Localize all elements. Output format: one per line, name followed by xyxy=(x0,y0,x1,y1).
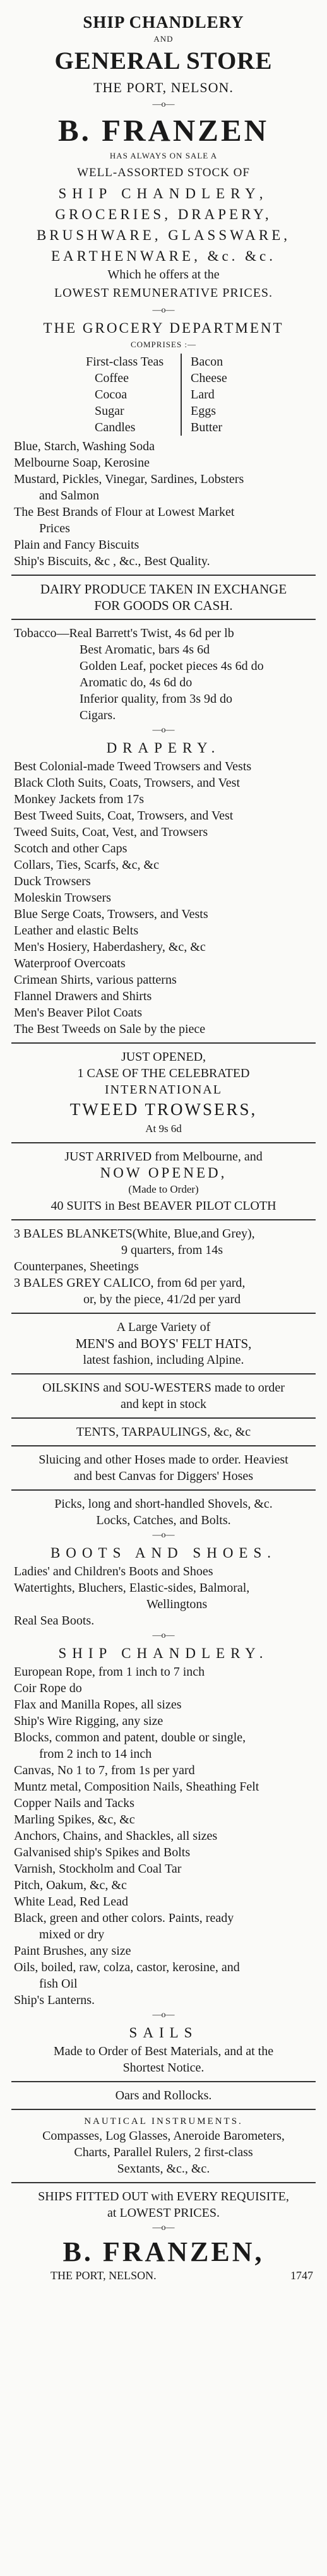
list-item: Inferior quality, from 3s 9d do xyxy=(80,692,232,706)
list-item: Wellingtons xyxy=(146,1597,208,1611)
footer-address: THE PORT, NELSON. xyxy=(51,2269,157,2282)
divider: —o— xyxy=(152,1631,175,1640)
grocery-col-2 xyxy=(181,354,266,436)
hats-line-3: latest fashion, including Alpine. xyxy=(83,1353,244,1367)
tobacco-list xyxy=(0,625,327,724)
list-item: Mustard, Pickles, Vinegar, Sardines, Lobsters xyxy=(14,472,244,486)
sails-title: SAILS xyxy=(129,2025,198,2041)
list-item: Collars, Ties, Scarfs, &c, &c xyxy=(14,858,159,872)
made-to-order: (Made to Order) xyxy=(128,1183,199,1195)
list-item: Best Aromatic, bars 4s 6d xyxy=(80,643,210,657)
rule xyxy=(11,1489,316,1491)
grocery-item: Candles xyxy=(95,420,136,434)
rule xyxy=(11,1142,316,1143)
oars-text: Oars and Rollocks. xyxy=(115,2089,212,2102)
nautical-title: NAUTICAL INSTRUMENTS. xyxy=(84,2116,243,2126)
list-item: Ladies' and Children's Boots and Shoes xyxy=(14,1565,213,1578)
grocery-title: THE GROCERY DEPARTMENT xyxy=(43,320,284,336)
list-item: Best Tweed Suits, Coat, Trowsers, and Vest xyxy=(14,809,234,823)
divider: —o— xyxy=(152,725,175,735)
list-item: Anchors, Chains, and Shackles, all sizes xyxy=(14,1829,218,1843)
list-item: Varnish, Stockholm and Coal Tar xyxy=(14,1862,182,1876)
hats-line-1: A Large Variety of xyxy=(116,1320,211,1334)
divider: —o— xyxy=(152,306,175,315)
list-item: Prices xyxy=(39,522,70,535)
fitted-line-1: SHIPS FITTED OUT with EVERY REQUISITE, xyxy=(38,2190,289,2203)
list-item: Oils, boiled, raw, colza, castor, kerosine, and xyxy=(14,1960,240,1974)
dairy-line-1: DAIRY PRODUCE TAKEN IN EXCHANGE xyxy=(40,581,287,597)
list-item: Flax and Manilla Ropes, all sizes xyxy=(14,1698,182,1712)
boots-list xyxy=(0,1563,327,1629)
picks-line-2: Locks, Catches, and Bolts. xyxy=(96,1513,231,1527)
list-item: Blue, Starch, Washing Soda xyxy=(14,439,155,453)
list-item: Paint Brushes, any size xyxy=(14,1944,131,1958)
list-item: Crimean Shirts, various patterns xyxy=(14,973,177,987)
has-always-text: HAS ALWAYS ON SALE A xyxy=(109,151,218,160)
international-text: INTERNATIONAL xyxy=(105,1083,222,1097)
divider: —o— xyxy=(152,100,175,109)
list-item: Ship's Wire Rigging, any size xyxy=(14,1714,164,1728)
comprises-text: COMPRISES :— xyxy=(130,340,197,349)
list-item: Cigars. xyxy=(80,708,116,722)
list-item: Golden Leaf, pocket pieces 4s 6d do xyxy=(80,659,264,673)
heading-ship-chandlery: SHIP CHANDLERY xyxy=(83,13,244,32)
fitted-line-2: at LOWEST PRICES. xyxy=(107,2206,220,2220)
offers-text: Which he offers at the xyxy=(107,268,220,282)
list-item: Tobacco—Real Barrett's Twist, 4s 6d per lb xyxy=(14,626,234,640)
list-item: Flannel Drawers and Shirts xyxy=(14,989,152,1003)
list-item: Real Sea Boots. xyxy=(14,1614,95,1628)
case-text: 1 CASE OF THE CELEBRATED xyxy=(77,1066,250,1080)
list-item: Blue Serge Coats, Trowsers, and Vests xyxy=(14,907,208,921)
sluicing-line-1: Sluicing and other Hoses made to order. Heaviest xyxy=(39,1453,288,1467)
footer-row xyxy=(0,2269,327,2282)
boots-title: BOOTS AND SHOES. xyxy=(50,1545,277,1561)
grocery-item: Lard xyxy=(191,388,215,402)
goods-line-4: EARTHENWARE, &c. &c. xyxy=(51,248,276,264)
list-item: Duck Trowsers xyxy=(14,874,91,888)
list-item: or, by the piece, 41/2d per yard xyxy=(83,1292,241,1306)
nautical-line-3: Sextants, &c., &c. xyxy=(117,2162,210,2176)
list-item: The Best Tweeds on Sale by the piece xyxy=(14,1022,206,1036)
hats-line-2: MEN'S and BOYS' FELT HATS, xyxy=(75,1336,252,1351)
grocery-item: Coffee xyxy=(95,371,129,385)
prices-text: LOWEST REMUNERATIVE PRICES. xyxy=(54,286,273,300)
list-item: 3 BALES BLANKETS(White, Blue,and Grey), xyxy=(14,1227,255,1241)
list-item: The Best Brands of Flour at Lowest Market xyxy=(14,505,235,519)
rule xyxy=(11,2182,316,2183)
grocery-item: Butter xyxy=(191,420,222,434)
heading-and: AND xyxy=(153,34,174,44)
list-item: Moleskin Trowsers xyxy=(14,891,111,905)
list-item: Counterpanes, Sheetings xyxy=(14,1260,139,1273)
list-item: Waterproof Overcoats xyxy=(14,957,126,970)
suits-text: 40 SUITS in Best BEAVER PILOT CLOTH xyxy=(51,1199,276,1213)
chandlery-title: SHIP CHANDLERY. xyxy=(58,1645,269,1661)
list-item: Black Cloth Suits, Coats, Trowsers, and Vest xyxy=(14,776,240,790)
sails-line-1: Made to Order of Best Materials, and at the xyxy=(53,2044,274,2058)
list-item: Black, green and other colors. Paints, ready xyxy=(14,1911,234,1925)
goods-line-1: SHIP CHANDLERY, xyxy=(58,186,269,201)
list-item: mixed or dry xyxy=(39,1928,105,1941)
list-item: Blocks, common and patent, double or single, xyxy=(14,1731,246,1744)
list-item: Coir Rope do xyxy=(14,1681,82,1695)
list-item: Scotch and other Caps xyxy=(14,842,128,856)
list-item: and Salmon xyxy=(39,489,99,503)
now-opened: NOW OPENED, xyxy=(100,1165,227,1181)
divider: —o— xyxy=(152,2010,175,2020)
sluicing-line-2: and best Canvas for Diggers' Hoses xyxy=(73,1469,254,1483)
just-opened: JUST OPENED, xyxy=(121,1050,206,1064)
list-item: Tweed Suits, Coat, Vest, and Trowsers xyxy=(14,825,208,839)
picks-line-1: Picks, long and short-handled Shovels, &c. xyxy=(54,1497,273,1511)
divider: —o— xyxy=(152,1530,175,1540)
chandlery-list xyxy=(0,1664,327,2008)
list-item: fish Oil xyxy=(39,1977,78,1991)
dairy-line-2: FOR GOODS OR CASH. xyxy=(94,598,233,613)
list-item: Monkey Jackets from 17s xyxy=(14,792,145,806)
tweed-trowsers: TWEED TROWSERS, xyxy=(69,1100,258,1119)
oilskins-line-1: OILSKINS and SOU-WESTERS made to order xyxy=(42,1381,285,1395)
rule xyxy=(11,1373,316,1374)
sails-line-2: Shortest Notice. xyxy=(122,2061,205,2075)
grocery-item: First-class Teas xyxy=(86,355,164,369)
grocery-item: Cocoa xyxy=(95,388,128,402)
heading-address: THE PORT, NELSON. xyxy=(93,80,234,95)
rule xyxy=(11,575,316,576)
list-item: Marling Spikes, &c, &c xyxy=(14,1813,135,1827)
list-item: Aromatic do, 4s 6d do xyxy=(80,676,193,689)
list-item: Watertights, Bluchers, Elastic-sides, Balmoral, xyxy=(14,1581,250,1595)
list-item: Copper Nails and Tacks xyxy=(14,1796,134,1810)
grocery-item: Sugar xyxy=(95,404,124,418)
grocery-item: Eggs xyxy=(191,404,216,418)
rule xyxy=(11,2081,316,2082)
rule xyxy=(11,1417,316,1419)
grocery-list xyxy=(0,438,327,569)
grocery-item: Bacon xyxy=(191,355,223,369)
oilskins-line-2: and kept in stock xyxy=(120,1397,207,1411)
rule xyxy=(11,1445,316,1446)
nautical-line-1: Compasses, Log Glasses, Aneroide Barometers, xyxy=(42,2129,285,2143)
list-item: Men's Hosiery, Haberdashery, &c, &c xyxy=(14,940,206,954)
list-item: Ship's Biscuits, &c , &c., Best Quality. xyxy=(14,554,210,568)
heading-general-store: GENERAL STORE xyxy=(54,47,273,75)
footer-merchant-name: B. FRANZEN, xyxy=(62,2236,265,2267)
list-item: Galvanised ship's Spikes and Bolts xyxy=(14,1846,191,1859)
list-item: Canvas, No 1 to 7, from 1s per yard xyxy=(14,1763,195,1777)
goods-line-3: BRUSHWARE, GLASSWARE, xyxy=(36,227,291,243)
rule xyxy=(11,1313,316,1314)
goods-line-2: GROCERIES, DRAPERY, xyxy=(55,206,272,222)
rule xyxy=(11,2109,316,2110)
list-item: 3 BALES GREY CALICO, from 6d per yard, xyxy=(14,1276,246,1290)
list-item: Best Colonial-made Tweed Trowsers and Vests xyxy=(14,760,252,773)
arrived-text: JUST ARRIVED from Melbourne, and xyxy=(64,1150,263,1164)
grocery-item: Cheese xyxy=(191,371,227,385)
tents-text: TENTS, TARPAULINGS, &c, &c xyxy=(76,1425,251,1439)
nautical-line-2: Charts, Parallel Rulers, 2 first-class xyxy=(74,2145,253,2159)
tweed-price: At 9s 6d xyxy=(145,1123,182,1135)
list-item: White Lead, Red Lead xyxy=(14,1895,129,1909)
list-item: Leather and elastic Belts xyxy=(14,924,139,938)
rule xyxy=(11,1219,316,1220)
rule xyxy=(11,619,316,620)
list-item: from 2 inch to 14 inch xyxy=(39,1747,152,1761)
rule xyxy=(11,1042,316,1044)
list-item: Melbourne Soap, Kerosine xyxy=(14,456,150,470)
list-item: Ship's Lanterns. xyxy=(14,1993,95,2007)
blankets-list xyxy=(0,1225,327,1308)
list-item: European Rope, from 1 inch to 7 inch xyxy=(14,1665,205,1679)
list-item: 9 quarters, from 14s xyxy=(121,1243,223,1257)
drapery-title: DRAPERY. xyxy=(106,740,221,756)
footer-number: 1747 xyxy=(290,2269,313,2282)
divider: —o— xyxy=(152,2223,175,2233)
assorted-text: WELL-ASSORTED STOCK OF xyxy=(77,166,250,179)
list-item: Pitch, Oakum, &c, &c xyxy=(14,1878,127,1892)
grocery-col-1 xyxy=(61,354,181,436)
list-item: Muntz metal, Composition Nails, Sheathing Felt xyxy=(14,1780,259,1794)
list-item: Men's Beaver Pilot Coats xyxy=(14,1006,143,1020)
grocery-grid xyxy=(0,354,327,436)
drapery-list xyxy=(0,758,327,1037)
merchant-name: B. FRANZEN xyxy=(57,113,270,148)
list-item: Plain and Fancy Biscuits xyxy=(14,538,140,552)
